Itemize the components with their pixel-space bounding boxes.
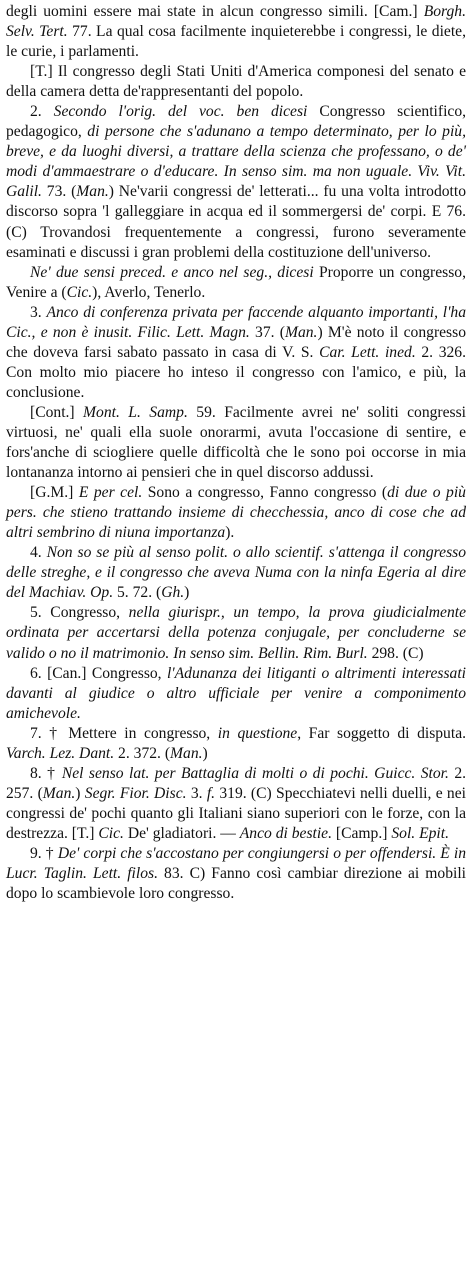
italic-text-run: Cic. (98, 824, 124, 842)
text-run: [Cont.] (30, 403, 84, 421)
text-run: 5. 72. ( (113, 584, 162, 602)
italic-text-run: Cic. (66, 283, 93, 301)
text-run: 4. (30, 544, 47, 562)
sense-3-citation-paragraph (6, 403, 466, 483)
text-run: ) Ne'varii congressi de' letterati... fu una volta introdotto discorso sopra 'l galleggiare in acqua ed il sommergersi de' corpi. E 76. (C) Trovandosi frequentemente a congressi, furono severamente esaminati e discussi i gran problemi della costituzione dell'universo. (6, 183, 466, 261)
sense-2-paragraph (6, 102, 466, 262)
italic-text-run: Borgh. Selv. Tert. (6, 3, 466, 41)
italic-text-run: di persone che s'adunano a tempo determinato, per lo più, breve, e da luoghi diversi, a trattare della scienza che professano, o de' modi d'ammaestrare o d'educare. In senso sim. ma non uguale. Viv. Vit. Galil. (6, 123, 466, 201)
text-run: Proporre un congresso, Venire a ( (6, 263, 466, 301)
text-run: ) (202, 744, 208, 762)
text-run: 37. ( (249, 323, 285, 341)
text-run: 83. C) Fanno così cambiar direzione ai mobili dopo lo scambievole loro congresso. (6, 865, 466, 903)
sense-5-paragraph (6, 603, 466, 663)
text-run: 2. 257. ( (6, 764, 467, 802)
italic-text-run: Sol. Epit. (391, 824, 449, 842)
text-run: [Camp.] (332, 824, 392, 842)
text-run: ) M'è noto il congresso che doveva farsi sabato passato in casa di V. S. (6, 323, 466, 361)
italic-text-run: Man. (170, 744, 203, 762)
text-run: 298. (C) (367, 644, 424, 662)
text-run: 3. (30, 303, 47, 321)
text-run: ). (225, 524, 235, 542)
text-run: degli uomini essere mai state in alcun congresso simili. [Cam.] (6, 3, 424, 20)
text-run: 9. † (30, 844, 58, 862)
italic-text-run: di due o più pers. che stieno trattando insieme di checchessia, anco di cose che ad altri sembrino di niuna importanza (6, 484, 466, 542)
sense-3-paragraph (6, 303, 466, 403)
italic-text-run: l'Adunanza dei litiganti o altrimenti interessati davanti al giudice o altro ufficiale per venire a componimento amichevole. (6, 664, 466, 722)
sense-4-paragraph (6, 543, 466, 603)
italic-text-run: Man. (76, 183, 109, 201)
text-run: 2. 372. ( (114, 744, 171, 762)
italic-text-run: Non so se più al senso polit. o allo scientif. s'attenga il congresso delle streghe, e il congresso che aveva Numa con la ninfa Egeria al dire del Machiav. Op. (6, 544, 466, 602)
italic-text-run: Mont. L. Samp. (83, 403, 188, 421)
text-run: 8. † (30, 764, 62, 782)
italic-text-run: Anco di conferenza privata per faccende alquanto importanti, l'ha Cic., e non è inusit. Filic. Lett. Magn. (6, 303, 466, 341)
sense-3-colloquial-paragraph (6, 483, 466, 543)
italic-text-run: Car. Lett. ined. (319, 343, 416, 361)
text-run: 2. 326. Con molto mio piacere ho inteso il congresso con l'amico, e più, la conclusione. (6, 343, 467, 401)
text-run: 3. (186, 784, 207, 802)
sense-7-paragraph (6, 724, 466, 764)
text-run: 7. † Mettere in congresso, (30, 724, 218, 742)
italic-text-run: f. (206, 784, 216, 802)
italic-text-run: Anco di bestie. (239, 824, 333, 842)
italic-text-run: Gh. (161, 584, 185, 602)
text-run: Congresso scientifico, pedagogico, (6, 103, 467, 141)
text-run: ), Averlo, Tenerlo. (92, 283, 206, 301)
text-run: 59. Facilmente avrei ne' soliti congressi virtuosi, ne' quali ella suole onorarmi, avuta l'occasione di sentire, e fors'anche di sciogliere quelle difficoltà che le sono poi occorse in mia lontananza intorno ai pensieri che in quel discorso addussi. (6, 403, 467, 482)
text-run: ) (75, 784, 85, 802)
text-run: 5. Congresso, (30, 604, 129, 622)
text-run: , Far soggetto di disputa. (297, 724, 467, 742)
text-run: 77. La qual cosa facilmente inquieterebbe i congressi, le diete, le curie, i parlamenti. (6, 23, 466, 61)
italic-text-run: Segr. Fior. Disc. (84, 784, 187, 802)
italic-text-run: E per cel. (78, 484, 143, 502)
italic-text-run: Ne' due sensi preced. e anco nel seg., dicesi (30, 263, 314, 281)
entry-paragraph-us-congress (6, 62, 466, 102)
italic-text-run: Varch. Lez. Dant. (6, 744, 115, 762)
text-run: [G.M.] (30, 484, 79, 502)
sense-2-phrases-paragraph (6, 263, 466, 303)
text-run: 73. ( (41, 183, 77, 201)
italic-text-run: Secondo l'orig. del voc. ben dicesi (53, 103, 308, 121)
text-run: [T.] Il congresso degli Stati Uniti d'America componesi del senato e della camera detta de'rappresentanti del popolo. (6, 63, 466, 101)
italic-text-run: Man. (42, 784, 76, 802)
text-run: 319. (C) Specchiatevi nelli duelli, e nei congressi de' pochi quanto gli Italiani siano superiori con le forze, con la destrezza. [T.] (6, 784, 466, 842)
sense-6-paragraph (6, 664, 466, 724)
sense-9-paragraph (6, 844, 466, 904)
sense-8-paragraph (6, 764, 466, 844)
text-run: Sono a congresso, Fanno congresso ( (142, 484, 388, 502)
text-run: 6. [Can.] Congresso, (30, 664, 167, 682)
italic-text-run: nella giurispr., un tempo, la prova giudicialmente ordinata per accertarsi della potenza conjugale, per concluderne se valido o no il matrimonio. In senso sim. Bellin. Rim. Burl. (6, 604, 467, 662)
text-run: De' gladiatori. — (123, 824, 240, 842)
italic-text-run: in questione (217, 724, 298, 742)
entry-continuation-paragraph (6, 2, 466, 62)
italic-text-run: De' corpi che s'accostano per congiungersi o per offendersi. È in Lucr. Taglin. Lett. filos. (6, 844, 466, 883)
italic-text-run: Man. (284, 323, 318, 341)
text-run: ) (184, 584, 190, 602)
italic-text-run: Nel senso lat. per Battaglia di molti o di pochi. Guicc. Stor. (61, 764, 449, 782)
text-run: 2. (30, 103, 54, 121)
